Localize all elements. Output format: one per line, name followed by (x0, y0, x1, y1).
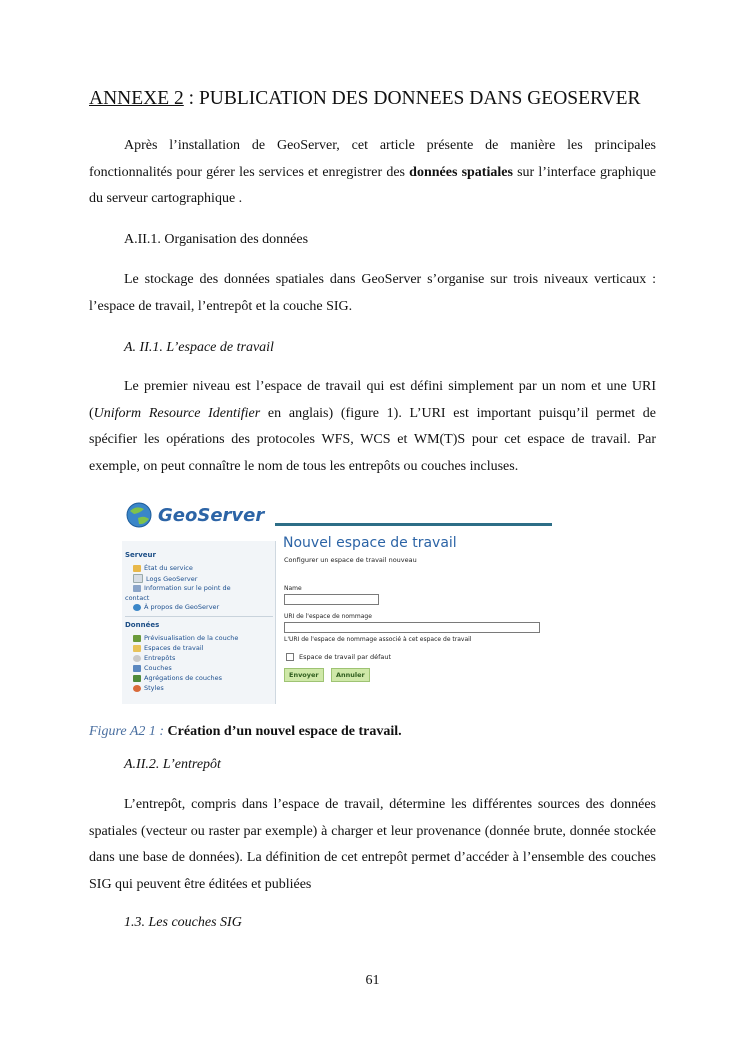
caption-label: Figure A2 1 : (89, 724, 168, 739)
subsection-heading-store: A.II.2. L’entrepôt (124, 757, 221, 772)
sidebar-divider (125, 616, 273, 617)
name-input[interactable] (284, 594, 379, 605)
title-text: : PUBLICATION DES DONNEES DANS GEOSERVER (183, 88, 641, 109)
default-checkbox[interactable] (286, 653, 294, 661)
page-title (89, 88, 669, 110)
uri-label: URI de l'espace de nommage (284, 613, 372, 620)
title-annex-label: ANNEXE 2 (89, 88, 184, 109)
sidebar (122, 541, 276, 704)
sidebar-group-data: Données (125, 621, 160, 629)
status-icon (133, 565, 141, 572)
palette-icon (133, 685, 141, 692)
sidebar-item-workspaces[interactable]: Espaces de travail (133, 644, 203, 652)
figure-caption (89, 724, 402, 740)
submit-button[interactable]: Envoyer (284, 668, 324, 682)
sidebar-item-layer-groups[interactable]: Agrégations de couches (133, 674, 222, 682)
sidebar-item-contact-info[interactable]: Information sur le point de (133, 584, 231, 592)
layers-icon (133, 665, 141, 672)
sidebar-item-logs[interactable]: Logs GeoServer (133, 574, 197, 583)
page-subheading: Configurer un espace de travail nouveau (284, 556, 417, 564)
globe-small-icon (133, 604, 141, 611)
map-icon (133, 635, 141, 642)
sidebar-item-contact-wrap: contact (125, 594, 150, 602)
sidebar-item-stores[interactable]: Entrepôts (133, 654, 175, 662)
document-icon (133, 574, 143, 583)
subsection-heading-workspace: A. II.1. L’espace de travail (124, 340, 274, 355)
layer-group-icon (133, 675, 141, 682)
sidebar-item-about[interactable]: À propos de GeoServer (133, 603, 219, 611)
sidebar-item-service-status[interactable]: État du service (133, 564, 193, 572)
bold-term: données spatiales (409, 164, 513, 180)
default-workspace-option[interactable] (286, 653, 391, 661)
uri-input[interactable] (284, 622, 540, 633)
sidebar-group-server: Serveur (125, 551, 156, 559)
globe-icon (124, 501, 154, 529)
section-heading: A.II.1. Organisation des données (124, 232, 309, 247)
page-number: 61 (365, 973, 380, 988)
contact-card-icon (133, 585, 141, 592)
workspace-paragraph: Le premier niveau est l’espace de travail qui est défini simplement par un nom et une URI (Uniform Resource Identifier en anglais) (figure 1). L’URI est important puisqu’il permet de spécifier les opérations des protocoles WFS, WCS et WM(T)S pour cet espace de travail. Par exemple, on peut connaître le nom de tous les entrepôts ou couches incluses. (89, 379, 656, 474)
name-label: Name (284, 585, 302, 592)
geoserver-screenshot-figure (122, 497, 552, 704)
uri-help-text: L'URI de l'espace de nommage associé à cet espace de travail (284, 636, 472, 643)
sidebar-item-styles[interactable]: Styles (133, 684, 164, 692)
page-heading: Nouvel espace de travail (283, 535, 457, 551)
default-checkbox-label: Espace de travail par défaut (299, 653, 392, 661)
database-icon (133, 655, 141, 662)
subsection-heading-layers: 1.3. Les couches SIG (124, 915, 242, 930)
cancel-button[interactable]: Annuler (331, 668, 370, 682)
italic-term: Uniform Resource Identifier (93, 405, 261, 421)
caption-text: Création d’un nouvel espace de travail. (167, 724, 402, 739)
folder-icon (133, 645, 141, 652)
sidebar-item-layers[interactable]: Couches (133, 664, 172, 672)
logo-text: GeoServer (158, 504, 265, 526)
geoserver-logo (124, 501, 264, 529)
section-paragraph: Le stockage des données spatiales dans GeoServer s’organise sur trois niveaux verticaux : l’espace de travail, l’entrepôt et la couche SIG. (89, 272, 656, 314)
main-content (276, 526, 552, 704)
intro-paragraph: Après l’installation de GeoServer, cet article présente de manière les principales fonctionnalités pour gérer les services et enregistrer des données spatiales sur l’interface graphique du serveur cartographique . (89, 138, 656, 206)
store-paragraph: L’entrepôt, compris dans l’espace de travail, détermine les différentes sources des données spatiales (vecteur ou raster par exemple) à charger et leur provenance (donnée brute, donnée stockée dans une base de données). La définition de cet entrepôt permet d’accéder à l’ensemble des couches SIG qui peuvent être éditées et publiées (89, 797, 656, 892)
sidebar-item-layer-preview[interactable]: Prévisualisation de la couche (133, 634, 238, 642)
